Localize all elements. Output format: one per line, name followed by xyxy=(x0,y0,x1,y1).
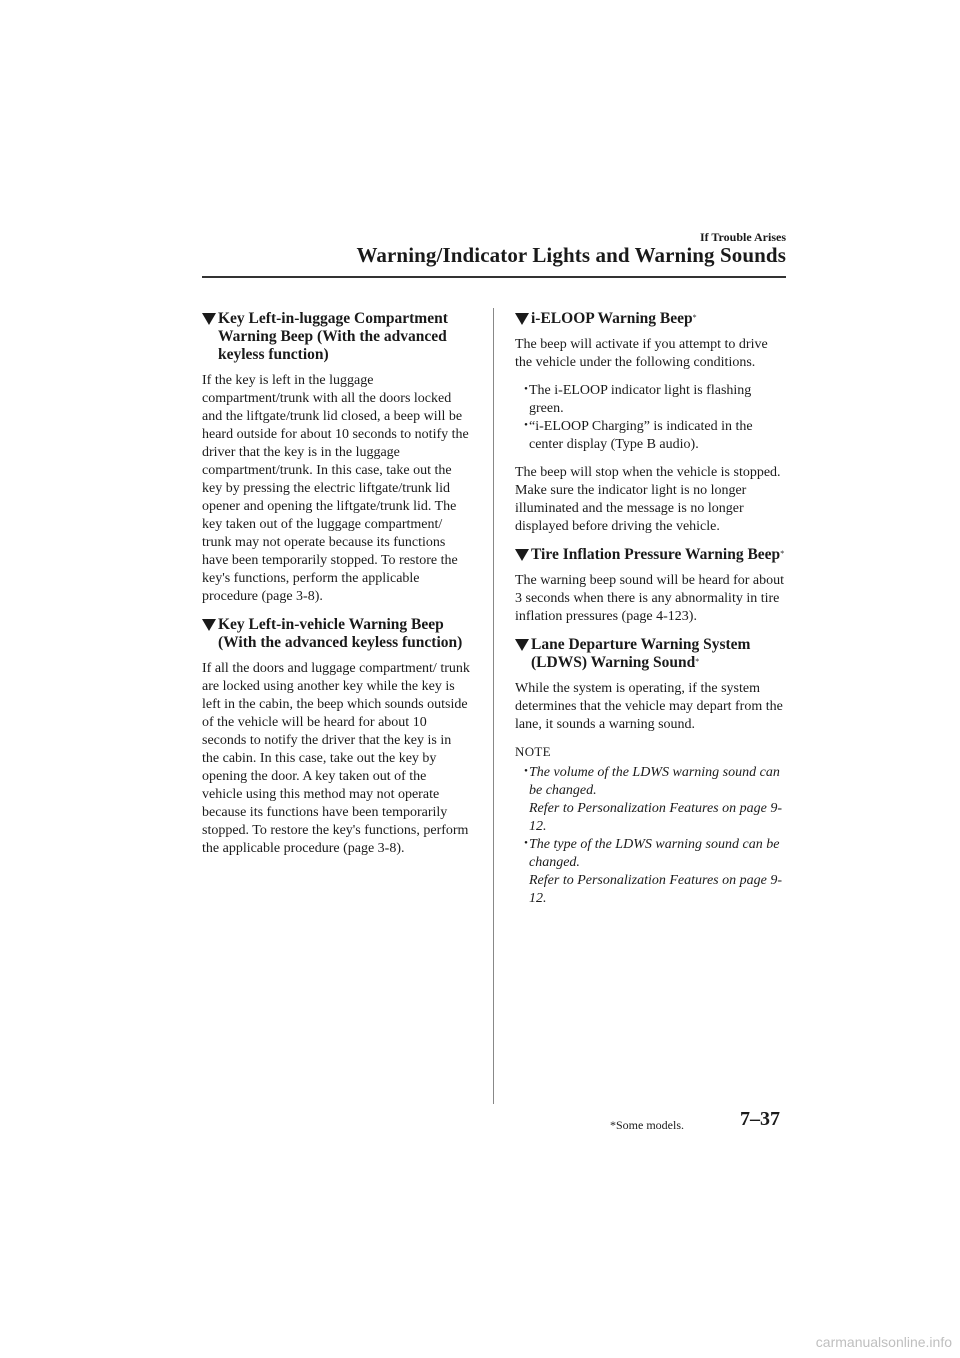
page-number: 7–37 xyxy=(740,1108,780,1130)
triangle-marker-icon xyxy=(515,313,529,325)
heading-key-left-in-luggage: Key Left-in-luggage Compartment Warning Beep (With the advanced keyless function) xyxy=(202,310,470,364)
section-title: Warning/Indicator Lights and Warning Sounds xyxy=(356,243,786,267)
paragraph-tire-pressure: The warning beep sound will be heard for about 3 seconds when there is any abnormality in tire inflation pressures (page 4-123). xyxy=(515,573,785,624)
list-item: ・ The volume of the LDWS warning sound can be changed. Refer to Personalization Features on page 9-12. xyxy=(519,765,782,834)
eloop-conditions-list xyxy=(515,382,787,454)
paragraph-eloop-intro: The beep will activate if you attempt to drive the vehicle under the following conditions. xyxy=(515,337,768,370)
note-label: NOTE xyxy=(515,744,551,759)
bullet-icon: ・ xyxy=(519,837,533,852)
list-item: ・ The i-ELOOP indicator light is flashing green. xyxy=(519,383,752,416)
header-rule xyxy=(202,276,786,278)
paragraph-key-left-in-vehicle: If all the doors and luggage compartment/ trunk are locked using another key while the key is left in the cabin, the beep which sounds outside of the vehicle will be heard for about 10 seconds to notify the driver that the key is in the cabin. In this case, take out the key by opening the door. A key taken out of the vehicle using this method may not operate because its functions have been temporarily stopped. To restore the key's functions, perform the applicable procedure (page 3-8). xyxy=(202,661,470,856)
footer-note: *Some models. xyxy=(610,1118,684,1132)
heading-key-left-in-vehicle: Key Left-in-vehicle Warning Beep (With the advanced keyless function) xyxy=(202,616,470,652)
paragraph-eloop-after: The beep will stop when the vehicle is stopped. Make sure the indicator light is no longer illuminated and the message is no longer displayed before driving the vehicle. xyxy=(515,465,781,534)
right-column xyxy=(515,310,787,908)
column-divider xyxy=(493,308,494,1104)
note-list xyxy=(515,764,787,908)
bullet-icon: ・ xyxy=(519,765,533,780)
heading-ldws: Lane Departure Warning System (LDWS) Warning Sound* xyxy=(515,636,787,672)
list-item: ・ The type of the LDWS warning sound can be changed. Refer to Personalization Features on page 9-12. xyxy=(519,837,782,906)
heading-eloop: i-ELOOP Warning Beep* xyxy=(515,310,787,328)
triangle-marker-icon xyxy=(202,619,216,631)
bullet-icon: ・ xyxy=(519,419,533,434)
paragraph-ldws: While the system is operating, if the system determines that the vehicle may depart from the lane, it sounds a warning sound. xyxy=(515,681,783,732)
bullet-icon: ・ xyxy=(519,383,533,398)
triangle-marker-icon xyxy=(202,313,216,325)
asterisk: * xyxy=(692,313,697,322)
triangle-marker-icon xyxy=(515,639,529,651)
paragraph-key-left-in-luggage: If the key is left in the luggage compartment/trunk with all the doors locked and the liftgate/trunk lid closed, a beep will be heard outside for about 10 seconds to notify the driver that the key is in the luggage compartment/trunk. In this case, take out the key by pressing the electric liftgate/trunk lid opener and opening the liftgate/trunk lid. The key taken out of the luggage compartment/ trunk may not operate because its functions have been temporarily stopped. To restore the key's functions, perform the applicable procedure (page 3-8). xyxy=(202,373,469,604)
left-column xyxy=(202,310,470,868)
triangle-marker-icon xyxy=(515,549,529,561)
watermark: carmanualsonline.info xyxy=(815,1334,952,1350)
chapter-title: If Trouble Arises xyxy=(699,230,786,244)
heading-tire-pressure: Tire Inflation Pressure Warning Beep* xyxy=(515,546,787,564)
asterisk: * xyxy=(780,549,785,558)
asterisk: * xyxy=(695,657,700,666)
list-item: ・ “i-ELOOP Charging” is indicated in the center display (Type B audio). xyxy=(519,419,753,452)
